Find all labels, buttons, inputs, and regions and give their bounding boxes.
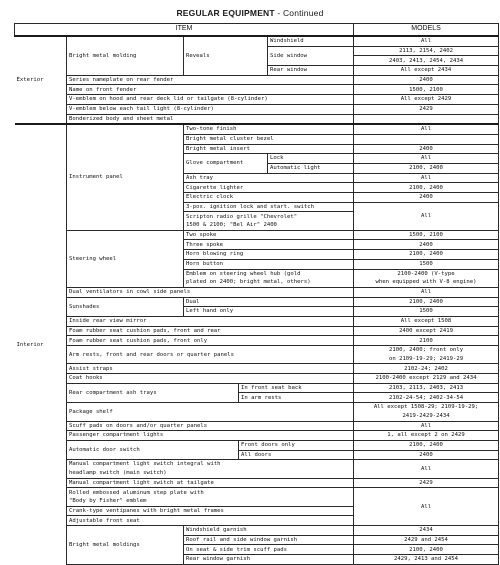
table-row [15,85,499,95]
item-cell: Manual compartment light switch integral with [67,460,354,469]
item-cell: Scripton radio grille "Chevrolet" [184,212,354,221]
item-cell: V-emblem below each tail light (8-cylinder) [67,104,354,114]
models-cell: 2434 [354,526,499,536]
item-cell: Scuff pads on doors and/or quarter panels [67,421,354,431]
table-row [15,526,499,536]
table-row [15,421,499,431]
item-group-label: Steering wheel [67,230,184,287]
models-cell: 2429 [354,478,499,488]
models-header: MODELS [354,24,499,37]
models-cell: 2100, 2400 [354,163,499,173]
item-cell: Coat hooks [67,374,354,384]
item-cell: Left hand only [184,307,354,317]
item-cell: Ash tray [184,173,354,183]
table-row [15,316,499,326]
item-cell: headlamp switch (main switch) [67,469,354,478]
item-cell: Glove compartment [184,154,268,173]
table-row [15,124,499,134]
item-cell: Windshield garnish [184,526,354,536]
item-cell: In front seat back [239,383,354,393]
models-cell: 2100-2400 except 2129 and 2434 [354,374,499,384]
item-cell: 3-pos. ignition lock and start. switch [184,202,354,212]
item-group-label: Bright metal moldings [67,526,184,565]
table-row [15,488,499,497]
section-label-interior: Interior [15,124,67,564]
item-subgroup-label: Reveals [184,36,268,75]
models-cell: 2400 [354,144,499,154]
item-cell: Crank-type ventipanes with bright metal frames [67,506,354,516]
item-cell: Front doors only [239,440,354,450]
table-row [15,230,499,240]
item-cell: Foam rubber seat cushion pads, front and rear [67,326,354,336]
models-cell: All [354,124,499,134]
models-cell: 2429, 2413 and 2454 [354,555,499,565]
models-cell: All [354,173,499,183]
table-row [15,460,499,469]
item-group-label: Sunshades [67,297,184,316]
item-cell: 1500 & 2100; "Bel Air" 2400 [184,221,354,230]
item-cell: Name on front fender [67,85,354,95]
item-cell: Emblem on steering wheel hub (gold [184,269,354,278]
table-row [15,75,499,85]
models-cell: 2100, 2400 [354,183,499,193]
models-cell: 2400 [354,193,499,203]
item-cell: Rolled embossed aluminum step plate with [67,488,354,497]
item-cell: Rear window [268,66,354,76]
item-header: ITEM [15,24,354,37]
table-row [15,36,499,46]
item-cell: Horn button [184,259,354,269]
table-row [15,478,499,488]
models-cell: 1500 [354,259,499,269]
models-cell: 2100, 2400 [354,545,499,555]
item-cell: V-emblem on hood and rear deck lid or tailgate (8-cylinder) [67,95,354,105]
models-cell: 2102-24-54; 2402-34-54 [354,393,499,403]
item-cell: Passenger compartment lights [67,431,354,441]
item-cell: Package shelf [67,403,354,421]
item-group-label: Instrument panel [67,124,184,230]
models-cell: when equipped with V-8 engine) [354,278,499,287]
item-cell: Rear window garnish [184,555,354,565]
models-cell: All [354,488,499,526]
equipment-table [14,23,499,565]
item-cell: Bright metal insert [184,144,354,154]
page-title [0,8,500,18]
models-cell: 1500, 2100 [354,85,499,95]
table-row [15,346,499,355]
models-cell: 2429 [354,104,499,114]
models-cell: 2100-2400 (V-type [354,269,499,278]
title-continued: - Continued [274,8,324,18]
table-row [15,287,499,297]
models-cell: 2400 [354,450,499,460]
models-cell: 2113, 2154, 2402 [354,46,499,56]
item-cell: Assist straps [67,364,354,374]
item-cell: Automatic light [268,163,354,173]
models-cell: All [354,287,499,297]
models-cell: 2100 [354,336,499,346]
item-cell: Adjustable front seat [67,516,354,526]
models-cell: All [354,421,499,431]
table-row [15,326,499,336]
title-main: REGULAR EQUIPMENT [176,8,275,18]
models-cell: 2100, 2400 [354,250,499,260]
item-cell: Side window [268,46,354,65]
models-cell: All [354,36,499,46]
table-row [15,95,499,105]
models-cell: 2100, 2400 [354,440,499,450]
section-label-exterior: Exterior [15,36,67,124]
models-cell: 2103, 2113, 2403, 2413 [354,383,499,393]
table-row [15,403,499,412]
models-cell: 1500, 2100 [354,230,499,240]
item-cell: Lock [268,154,354,164]
item-cell: Bonderized body and sheet metal [67,114,354,124]
item-cell: Cigarette lighter [184,183,354,193]
item-cell: Arm rests, front and rear doors or quarter panels [67,346,354,364]
models-cell: All except 2429 [354,95,499,105]
models-cell: 2403, 2413, 2454, 2434 [354,56,499,66]
models-cell: 2100, 2400; front only [354,346,499,355]
table-row [15,104,499,114]
table-row [15,383,499,393]
table-row [15,336,499,346]
models-cell: 2400 except 2419 [354,326,499,336]
item-cell: Windshield [268,36,354,46]
item-cell: In arm rests [239,393,354,403]
table-row [15,364,499,374]
item-cell: Inside rear view mirror [67,316,354,326]
models-cell: 2102-24; 2402 [354,364,499,374]
models-cell: on 2109-19-29; 2419-29 [354,355,499,364]
item-cell: Rear compartment ash trays [67,383,239,402]
item-group-label: Bright metal molding [67,36,184,75]
item-cell: "Body by Fisher" emblem [67,497,354,506]
models-cell: All [354,154,499,164]
table-row [15,114,499,124]
item-cell: Automatic door switch [67,440,239,459]
models-cell: 1500 [354,307,499,317]
models-cell: All [354,460,499,478]
models-cell: All except 1508 [354,316,499,326]
models-cell: 2429 and 2454 [354,535,499,545]
item-cell: plated on 2400; bright metal, others) [184,278,354,287]
models-cell: 2400 [354,75,499,85]
table-row [15,440,499,450]
table-row [15,374,499,384]
item-cell: Two-tone finish [184,124,354,134]
models-cell: 2100, 2400 [354,297,499,307]
models-cell: 1, all except 2 on 2429 [354,431,499,441]
item-cell: All doors [239,450,354,460]
table-row [15,297,499,307]
item-cell: Dual [184,297,354,307]
item-cell: Electric clock [184,193,354,203]
table-row [15,431,499,441]
item-cell: Three spoke [184,240,354,250]
models-cell [354,114,499,124]
item-cell: Dual ventilators in cowl side panels [67,287,354,297]
models-cell: 2419-2429-2434 [354,412,499,421]
item-cell: On seat & side trim scuff pads [184,545,354,555]
item-cell: Horn blowing ring [184,250,354,260]
item-cell: Series nameplate on rear fender [67,75,354,85]
models-cell: All except 1508-29; 2109-19-29; [354,403,499,412]
item-cell: Roof rail and side window garnish [184,535,354,545]
models-cell [354,134,499,144]
item-cell: Foam rubber seat cushion pads, front only [67,336,354,346]
item-cell: Manual compartment light switch at tailgate [67,478,354,488]
models-cell: All [354,202,499,230]
item-cell: Two spoke [184,230,354,240]
table-header-row [15,24,499,37]
models-cell: All except 2434 [354,66,499,76]
item-cell: Bright metal cluster bezel [184,134,354,144]
models-cell: 2400 [354,240,499,250]
